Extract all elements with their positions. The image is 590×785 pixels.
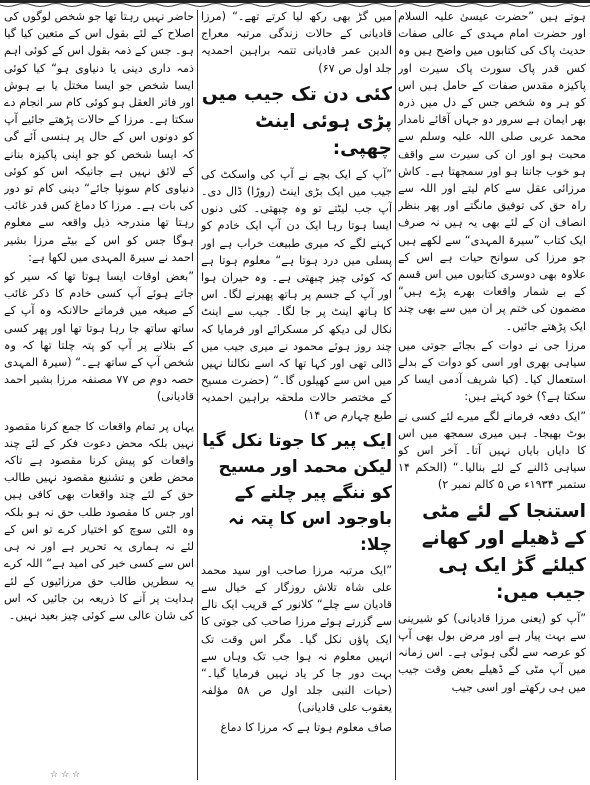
paragraph: ہوتے ہیں ”حضرت عیسیٰ علیہ السلام اور حضرت امام مہدی کے عالی صفات حدیث پاک کی کتابوں میں واضح ہیں وہ کس قدر پاک سورت پاک سیرت اور پاکیزہ مقدس صفات کے حامل ہیں اس کو ہر وہ شخص جس کے دل میں ذرہ بھر ایمان ہے سرور دو جہاں آقائے نامدار محمد عربی صلی اللہ علیہ وسلم سے محبت ہو اور ان کی سیرت سے واقف ہو خوب جانتا ہو اور سمجھتا ہے۔ کاش مرزائی عقل سے کام لیتے اور اللہ سے راہ حق کی توفیق مانگتے اور پھر بنظر انصاف ان کے لئے بھی یہ ہیں نہ صرف ایک کتاب ”سیرۃ المہدی“ سے لکھے ہیں جو مرزا کی سوانح حیات ہے اس کے علاوہ بھی دوسری کتابوں میں اس قسم کے بے شمار واقعات بھرے پڑے ہیں“ مضمون کی ختم پر ان میں سے بھی چند ایک پڑھتے جائیں۔	[398, 10, 586, 333]
section-heading: ایک پیر کا جوتا نکل گیا لیکن محمد اور مسیح کو ننگے پیر چلنے کے باوجود اس کا پتہ نہ چلا:	[202, 430, 392, 555]
column-divider	[197, 10, 198, 780]
quotation: میں گڑ بھی رکھ لیا کرتے تھے۔“ (مرزا قادیانی کے حالات زندگی مرتبہ معراج الدین عمر قادیانی تتمہ براہین احمدیہ جلد اول ص ۶۷)	[201, 10, 392, 75]
section-heading: کئی دن تک جیب میں پڑی ہوئی اینٹ چھپی:	[201, 83, 392, 159]
quotation: ”آپ کو (یعنی مرزا قادیانی) کو شیرینی سے بہت پیار ہے اور مرض بول بھی آپ کو عرصہ سے لگی ہوئی ہے۔ اس زمانہ میں آپ مٹی کے ڈھیلے بعض وقت جیب میں ہی رکھتے اور اسی جیب	[398, 611, 586, 694]
end-ornament: ☆☆☆	[50, 770, 84, 780]
paragraph: حاضر نہیں رہتا تھا جو شخص لوگوں کی اصلاح کے لئے بقول اس کے متعین کیا گیا ہو۔ جس کے ذمہ بقول اس کے کوئی اہم ذمہ داری دینی یا دنیاوی ہو“ کیا کوئی ایسا شخص جو ایسا مختل یا بے ہوش اور فاتر العقل ہو کوئی کام سر انجام دے سکتا ہے۔ مرزا کے حالات پڑھتے جائیے آپ کو دونوں اس کے حال پر ہنسی آئے گی کہ ایسا شخص کو جو اپنی پاکیزہ بنانے کے لائق نہیں ہے جانیکہ اس کو کوئی دنیاوی کام سونپا جائے“ دینی کام تو دور کی بات ہے۔ مرزا کا دماغ کس قدر غائب رہتا تھا مندرجہ ذیل واقعہ سے معلوم ہوگا جس کو اس کے بیٹے مرزا بشیر احمد نے سیرۃ المہدی میں لکھا ہے:	[4, 10, 194, 264]
paragraph: صاف معلوم ہوتا ہے کہ مرزا کا دماغ	[220, 720, 392, 734]
column-left	[4, 8, 194, 778]
quotation: ”ایک مرتبہ مرزا صاحب اور سید محمد علی شاہ تلاش روزگار کے خیال سے قادیان سے چلے“ کلانور کے قریب ایک نالے سے گزرتے ہوئے مرزا صاحب کی جوتی کا ایک پاؤں نکل گیا۔ مگر اس وقت تک انہیں معلوم نہ ہوا جب تک وہاں سے بہت دور جا کر یاد نہیں فرمایا گیا۔“ (حیات النبی جلد اول ص ۵۸ مؤلفہ یعقوب علی قادیانی)	[201, 563, 392, 715]
top-border-ornament	[0, 0, 590, 8]
quotation: ”بعض اوقات ایسا ہوتا تھا کہ سیر کو جاتے ہوئے آپ کسی خادم کا ذکر غائب کے صیغہ میں فرماتے حالانکہ وہ آپ کے ساتھ ساتھ جا رہا ہوتا تھا اور پھر کسی کے بتلانے پر آپ کو پتہ چلتا تھا کہ وہ شخص آپ کے ساتھ ہے۔“ (سیرۃ المہدی حصہ دوم ص ۷۷ مصنفہ مرزا بشیر احمد قادیانی)	[4, 270, 194, 404]
paragraph: مرزا جی نے دوات کے بجائے جوتی میں سیاہی بھری اور اسی کو دوات کے بدلے استعمال کیا۔ (کیا شریف آدمی ایسا کر سکتا ہے؟) خود کہتے ہیں:	[398, 338, 586, 404]
column-divider	[395, 10, 396, 780]
quotation: ”ایک دفعہ فرمانے لگے میرے لئے کسی نے بوٹ بھیجا۔ ہیں میری سمجھ میں اس کا دایاں بایاں نہیں آتا۔ آخر اس کو سیاہی ڈالنے کے لئے بنالیا۔“ (الحکم ۱۴ ستمبر ۱۹۳۴ء ص ۵ کالم نمبر ۲)	[398, 409, 586, 492]
section-heading: استنجا کے لئے مٹی کے ڈھیلے اور کھانے کیلئے گڑ ایک ہی جیب میں:	[421, 500, 586, 603]
paragraph: یہاں پر تمام واقعات کا جمع کرنا مقصود نہیں بلکہ محض دعوت فکر کے لئے چند واقعات کو پیش کرنا مقصود ہے تاکہ محض طعن و تشنیع مقصود نہیں طالب حق کے لئے چند واقعات بھی کافی ہیں اور جس کا مقصود طلب حق نہ ہو بلکہ وہ الٹی سوچ کو اختیار کرے تو اس کے لئے نہ ہماری یہ تحریر ہے اور نہ ہی اس سے کسی خیر کی امید ہے“ اللہ کرے یہ سطریں طالب حق مرزائیوں کے لئے ہدایت پر آنے کا ذریعہ بن جائیں کہ اس کی شان عالی سے کوئی چیز بعید نہیں۔	[4, 419, 194, 622]
quotation: ”آپ کے ایک بچے نے آپ کی واسکٹ کی جیب میں ایک بڑی اینٹ (روڑا) ڈال دی۔ آپ جب لیٹتے تو وہ چبھتی۔ کئی دنوں ایسا ہوتا رہا ایک دن آپ ایک خادم کو کہنے لگے کہ میری طبیعت خراب ہے اور پسلی میں درد ہوتا ہے“ معلوم ہوتا ہے کہ کوئی چیز چبھتی ہے۔ وہ حیران ہوا اور آپ کے جسم پر ہاتھ پھیرنے لگا۔ اس کا ہاتھ اینٹ پر جا لگا۔ جیب سے اینٹ نکال لی دیکھ کر مسکرائے اور فرمایا کہ چند روز ہوئے محمود نے میری جیب میں ڈالی تھی اور کہا تھا کہ اسے نکالنا نہیں میں اس سے کھیلوں گا۔“ (حضرت مسیح کے مختصر حالات ملحقہ براہین احمدیہ طبع چہارم ص ۱۴)	[201, 167, 392, 422]
column-middle	[201, 8, 392, 778]
column-right	[398, 8, 586, 778]
